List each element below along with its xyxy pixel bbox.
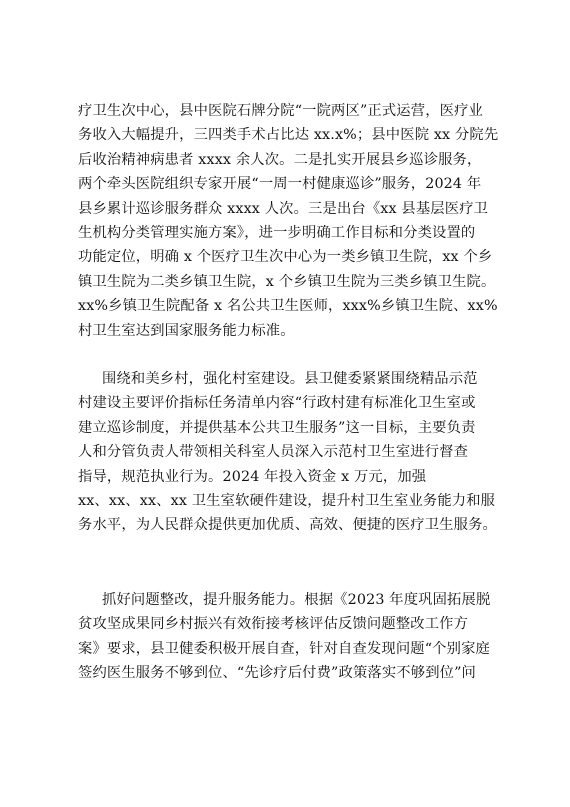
- text-line: 疗卫生次中心，县中医院石牌分院“一院两区”正式运营，医疗业: [78, 103, 483, 119]
- text-line: 县乡累计巡诊服务群众 xxxx 人次。三是出台《xx 县基层医疗卫: [78, 200, 489, 217]
- text-line: 务水平，为人民群众提供更加优质、高效、便捷的医疗卫生服务。: [78, 517, 497, 534]
- paragraph-village-clinic: [78, 367, 518, 538]
- text-line: 镇卫生院为二类乡镇卫生院，x 个乡镇卫生院为三类乡镇卫生院。: [78, 273, 496, 290]
- paragraph-medical-center: [78, 99, 518, 343]
- text-line: xx、xx、xx、xx 卫生室软硬件建设，提升村卫生室业务能力和服: [78, 492, 496, 509]
- text-line: 村建设主要评价指标任务清单内容“行政村建有标准化卫生室或: [78, 395, 476, 412]
- text-line-first: 抓好问题整改，提升服务能力。根据《2023 年度巩固拓展脱: [102, 592, 491, 608]
- text-line: 人和分管负责人带领相关科室人员深入示范村卫生室进行督查: [78, 444, 469, 461]
- text-line: 务收入大幅提升，三四类手术占比达 xx.x%；县中医院 xx 分院先: [78, 127, 499, 144]
- text-line: 贫攻坚成果同乡村振兴有效衔接考核评估反馈问题整改工作方: [78, 616, 469, 633]
- text-line: 两个牵头医院组织专家开展“一周一村健康巡诊”服务，2024 年: [78, 176, 482, 193]
- text-line: xx%乡镇卫生院配备 x 名公共卫生医师，xxx%乡镇卫生院、xx%: [78, 298, 498, 315]
- text-line-first: 围绕和美乡村，强化村室建设。县卫健委紧紧围绕精品示范: [102, 371, 478, 387]
- text-line: 生机构分类管理实施方案》，进一步明确工作目标和分类设置的: [78, 224, 476, 241]
- text-line: 签约医生服务不够到位、“先诊疗后付费”政策落实不够到位”问: [78, 665, 476, 682]
- paragraph-rectification: [78, 588, 518, 686]
- text-line: 后收治精神病患者 xxxx 余人次。二是扎实开展县乡巡诊服务，: [78, 151, 482, 168]
- text-line: 指导，规范执业行为。2024 年投入资金 x 万元，加强: [78, 468, 427, 485]
- text-line: 功能定位，明确 x 个医疗卫生次中心为一类乡镇卫生院，xx 个乡: [78, 249, 493, 266]
- text-line: 村卫生室达到国家服务能力标准。: [78, 322, 295, 339]
- text-line: 建立巡诊制度，并提供基本公共卫生服务”这一目标，主要负责: [78, 419, 476, 436]
- text-line: 案》要求，县卫健委积极开展自查，针对自查发现问题“个别家庭: [78, 640, 490, 657]
